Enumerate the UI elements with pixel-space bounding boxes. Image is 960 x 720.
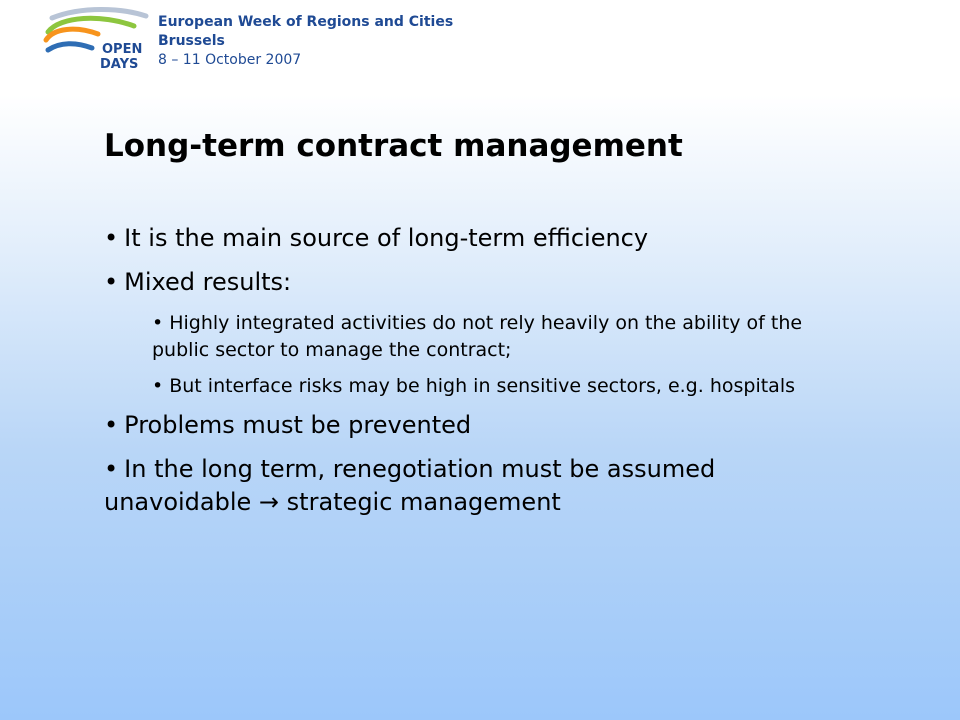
bullet-text: In the long term, renegotiation must be assumed unavoidable → strategic management [104, 455, 716, 516]
logo-text-days: DAYS [100, 57, 139, 72]
bullet-icon: • [104, 268, 119, 296]
bullet-text: Problems must be prevented [124, 411, 472, 439]
bullet-icon: • [152, 312, 164, 334]
event-name: European Week of Regions and Cities [158, 14, 454, 30]
sub-bullet-item [152, 310, 844, 364]
bullet-item [104, 453, 844, 519]
bullet-text: Highly integrated activities do not rely heavily on the ability of the public sector to manage the contract; [152, 312, 803, 361]
event-header [158, 13, 453, 70]
bullet-text: Mixed results: [124, 268, 292, 296]
logo-swoosh-blue [48, 44, 92, 50]
bullet-text: But interface risks may be high in sensitive sectors, e.g. hospitals [169, 375, 795, 397]
bullet-icon: • [104, 224, 119, 252]
logo-swoosh-orange [46, 29, 98, 40]
sub-bullet-item [152, 373, 844, 400]
logo-text-open: OPEN [102, 42, 143, 57]
event-city: Brussels [158, 33, 225, 49]
bullet-item [104, 266, 844, 299]
bullet-list [104, 222, 844, 530]
bullet-icon: • [104, 455, 119, 483]
bullet-item [104, 409, 844, 442]
open-days-logo [42, 6, 162, 72]
bullet-icon: • [104, 411, 119, 439]
slide-title: Long-term contract management [104, 128, 683, 164]
bullet-icon: • [152, 375, 164, 397]
event-dates: 8 – 11 October 2007 [158, 52, 302, 68]
bullet-text: It is the main source of long-term efficiency [124, 224, 649, 252]
bullet-item [104, 222, 844, 255]
